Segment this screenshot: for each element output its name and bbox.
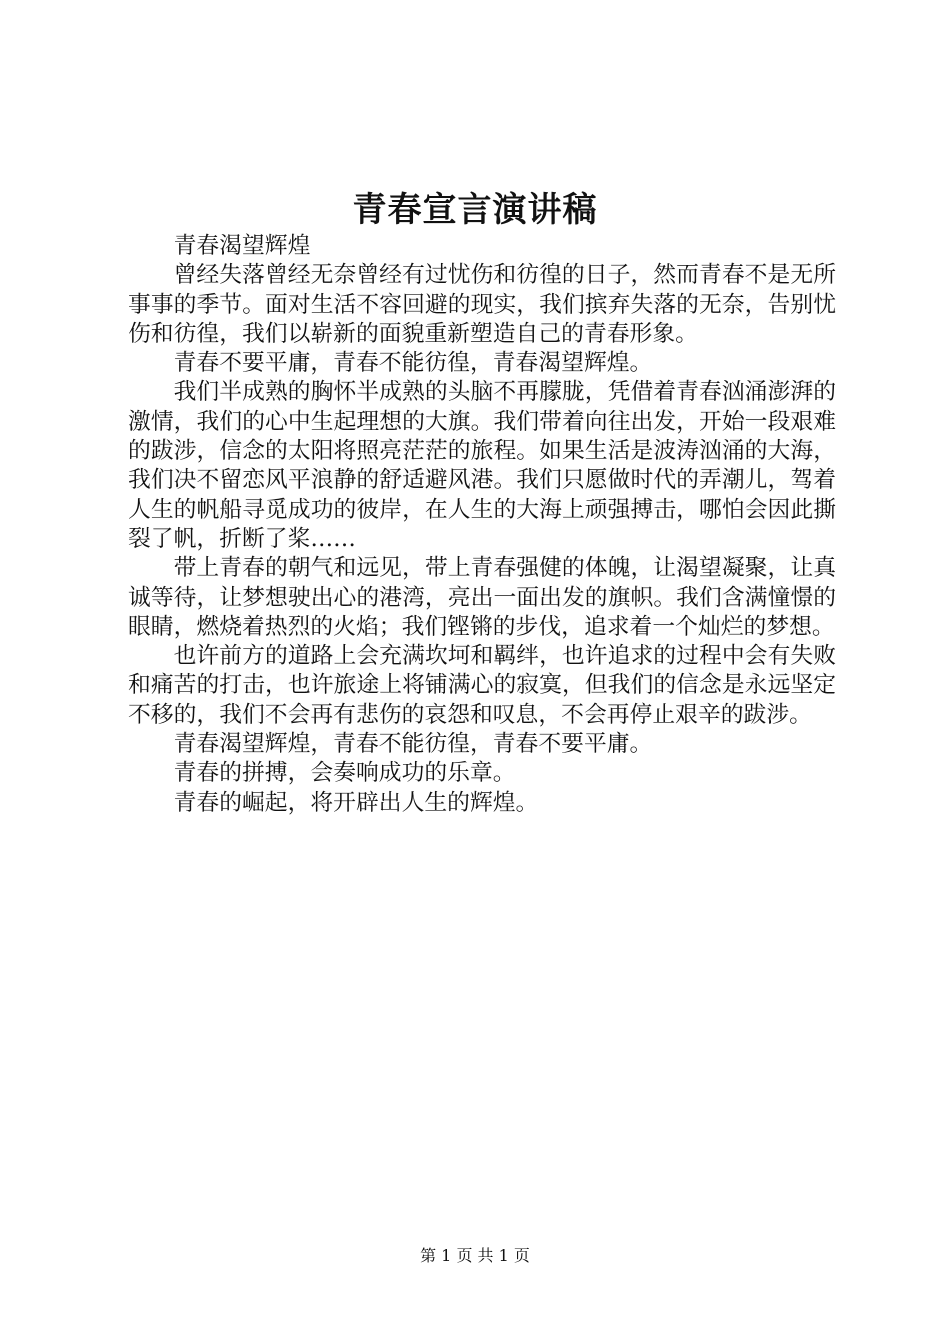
paragraph: 青春渴望辉煌，青春不能彷徨，青春不要平庸。 (173, 731, 653, 758)
document-title: 青春宣言演讲稿 (352, 190, 598, 230)
paragraph-subtitle: 青春渴望辉煌 (173, 233, 311, 259)
paragraph: 我们半成熟的胸怀半成熟的头脑不再朦胧，凭借着青春汹涌澎湃的激情，我们的心中生起理想的大旗。我们带着向往出发，开始一段艰难的跋涉，信念的太阳将照亮茫茫的旅程。如果生活是波涛汹涌的大海，我们决不留恋风平浪静的舒适避风港。我们只愿做时代的弄潮儿，驾着人生的帆船寻觅成功的彼岸，在人生的大海上顽强搏击，哪怕会因此撕裂了帆，折断了桨…… (128, 379, 836, 552)
paragraph: 带上青春的朝气和远见，带上青春强健的体魄，让渴望凝聚，让真诚等待，让梦想驶出心的港湾，亮出一面出发的旗帜。我们含满憧憬的眼睛，燃烧着热烈的火焰；我们铿锵的步伐，追求着一个灿烂的梦想。 (128, 555, 836, 640)
paragraph: 曾经失落曾经无奈曾经有过忧伤和彷徨的日子，然而青春不是无所事事的季节。面对生活不容回避的现实，我们摈弃失落的无奈，告别忧伤和彷徨，我们以崭新的面貌重新塑造自己的青春形象。 (128, 262, 836, 347)
document-body (128, 232, 836, 818)
paragraph: 青春的拼搏，会奏响成功的乐章。 (173, 760, 516, 787)
paragraph: 也许前方的道路上会充满坎坷和羁绊，也许追求的过程中会有失败和痛苦的打击，也许旅途上将铺满心的寂寞，但我们的信念是永远坚定不移的，我们不会再有悲伤的哀怨和叹息，不会再停止艰辛的跋涉。 (128, 643, 836, 728)
page-footer: 第 1 页 共 1 页 (420, 1246, 530, 1265)
paragraph: 青春的崛起，将开辟出人生的辉煌。 (173, 789, 539, 816)
paragraph: 青春不要平庸，青春不能彷徨，青春渴望辉煌。 (173, 350, 653, 377)
